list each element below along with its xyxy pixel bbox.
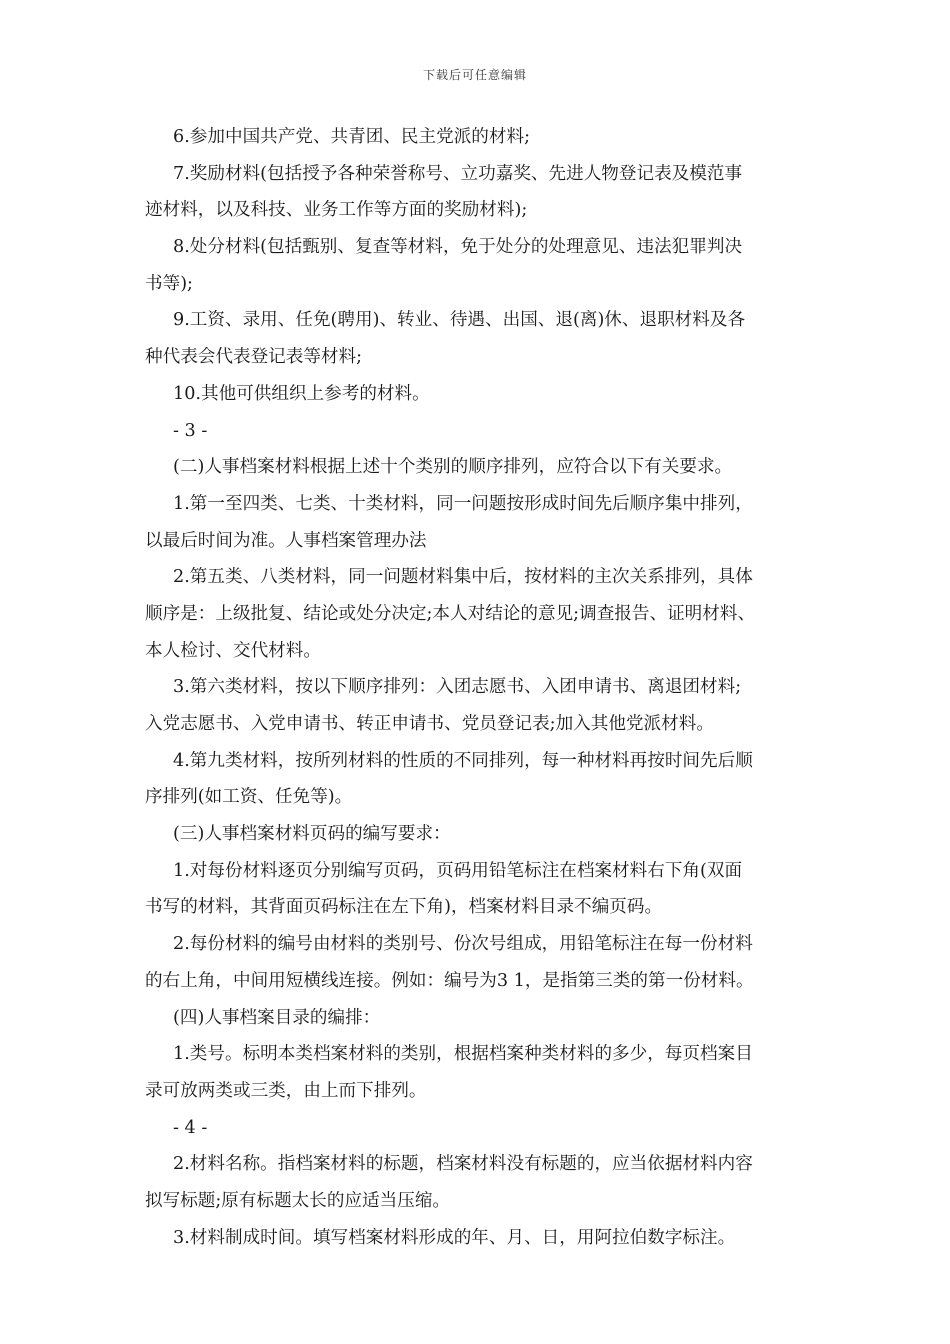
- text-line: 本人检讨、交代材料。: [145, 640, 321, 661]
- text-line: 以最后时间为准。人事档案管理办法: [145, 530, 427, 551]
- text-line: 10.其他可供组织上参考的材料。: [173, 383, 430, 404]
- text-line: 种代表会代表登记表等材料;: [145, 347, 363, 368]
- text-line: - 3 -: [173, 420, 208, 441]
- text-line: 3.第六类材料，按以下顺序排列：入团志愿书、入团申请书、离退团材料;: [173, 677, 742, 698]
- text-line: 1.对每份材料逐页分别编写页码，页码用铅笔标注在档案材料右下角(双面: [173, 860, 743, 881]
- text-line: 顺序是：上级批复、结论或处分决定;本人对结论的意见;调查报告、证明材料、: [145, 603, 756, 624]
- text-line: 拟写标题;原有标题太长的应适当压缩。: [145, 1190, 451, 1211]
- text-line: 2.第五类、八类材料，同一问题材料集中后，按材料的主次关系排列，具体: [173, 567, 753, 588]
- text-line: 1.类号。标明本类档案材料的类别，根据档案种类材料的多少，每页档案目: [173, 1044, 753, 1065]
- text-line: 2.材料名称。指档案材料的标题，档案材料没有标题的，应当依据材料内容: [173, 1154, 753, 1175]
- text-line: (三)人事档案材料页码的编写要求：: [173, 824, 451, 845]
- text-line: 序排列(如工资、任免等)。: [145, 787, 353, 808]
- text-line: (四)人事档案目录的编排：: [173, 1007, 381, 1028]
- text-line: 2.每份材料的编号由材料的类别号、份次号组成，用铅笔标注在每一份材料: [173, 934, 753, 955]
- text-line: 1.第一至四类、七类、十类材料，同一问题按形成时间先后顺序集中排列，: [173, 493, 753, 514]
- text-line: 的右上角，中间用短横线连接。例如：编号为3 1，是指第三类的第一份材料。: [145, 970, 754, 991]
- document-body: [145, 119, 810, 1256]
- text-line: 7.奖励材料(包括授予各种荣誉称号、立功嘉奖、先进人物登记表及模范事: [173, 163, 743, 184]
- text-line: - 4 -: [173, 1117, 208, 1138]
- text-line: 入党志愿书、入党申请书、转正申请书、党员登记表;加入其他党派材料。: [145, 714, 714, 734]
- text-line: 书等);: [145, 273, 193, 294]
- text-line: 4.第九类材料，按所列材料的性质的不同排列，每一种材料再按时间先后顺: [173, 750, 753, 771]
- text-line: 录可放两类或三类，由上而下排列。: [145, 1080, 427, 1101]
- text-line: 6.参加中国共产党、共青团、民主党派的材料;: [173, 127, 530, 147]
- text-line: 3.材料制成时间。填写档案材料形成的年、月、日，用阿拉伯数字标注。: [173, 1227, 736, 1248]
- page-header: 下载后可任意编辑: [422, 68, 527, 82]
- text-line: 书写的材料，其背面页码标注在左下角)，档案材料目录不编页码。: [145, 897, 663, 918]
- text-line: 9.工资、录用、任免(聘用)、转业、待遇、出国、退(离)休、退职材料及各: [173, 310, 746, 331]
- text-line: 8.处分材料(包括甄别、复查等材料，免于处分的处理意见、违法犯罪判决: [173, 237, 743, 258]
- text-line: (二)人事档案材料根据上述十个类别的顺序排列，应符合以下有关要求。: [173, 457, 733, 478]
- text-line: 迹材料，以及科技、业务工作等方面的奖励材料);: [145, 200, 528, 221]
